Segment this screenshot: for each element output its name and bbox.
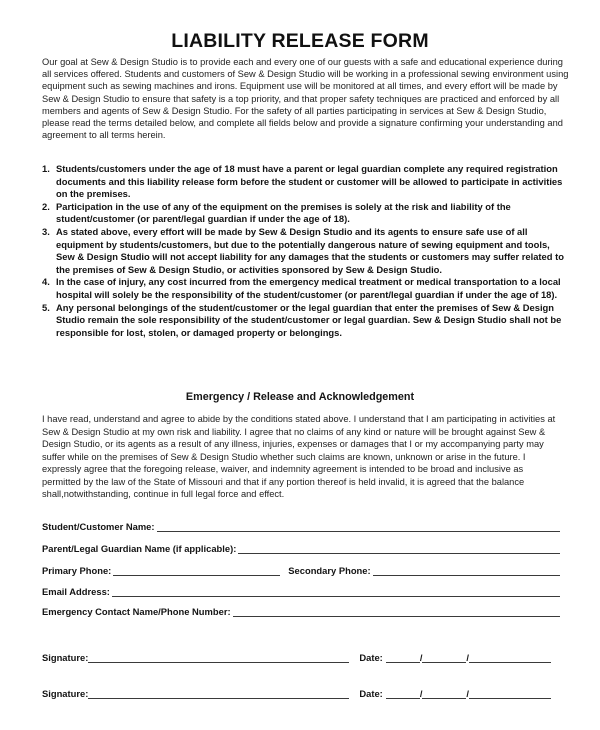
list-item-number: 5. [42, 301, 50, 313]
signature-label: Signature: [42, 652, 89, 663]
date-day-field[interactable] [419, 652, 466, 663]
list-item-text: In the case of injury, any cost incurred from the emergency medical treatment or medical transportation to a local hospital will solely be the responsibility of the student/customer (or parent/legal guardian if under the age of 18). [56, 276, 561, 300]
date-label: Date: [359, 652, 383, 663]
date-separator: / [466, 652, 470, 663]
guardian-name-row [42, 541, 560, 554]
date-month-field[interactable] [386, 653, 420, 663]
signature-row [42, 686, 560, 699]
terms-list [42, 163, 564, 339]
list-item-text: As stated above, every effort will be made by Sew & Design Studio and its agents to ensure safe use of all equipment by students/customers, but due to the potentially dangerous nature of sewing equipment and tools, Sew & Design Studio will not accept liability for any damages that the students or customers may suffer related to the premises of Sew & Design Studio, or activities sponsored by Sew & Design Studio. [56, 225, 564, 275]
secondary-phone-field[interactable] [373, 566, 560, 576]
date-year-field[interactable] [469, 689, 551, 699]
guardian-name-label: Parent/Legal Guardian Name (if applicable): [42, 543, 237, 554]
date-month-field[interactable] [386, 689, 420, 699]
primary-phone-field[interactable] [113, 566, 280, 576]
date-separator: / [466, 688, 470, 699]
signature-field[interactable] [88, 653, 349, 663]
primary-phone-label: Primary Phone: [42, 565, 112, 576]
form-title: LIABILITY RELEASE FORM [171, 30, 429, 52]
list-item-number: 2. [42, 200, 50, 212]
list-item-number: 3. [42, 225, 50, 237]
list-item-number: 4. [42, 276, 50, 288]
student-name-label: Student/Customer Name: [42, 521, 155, 532]
list-item-text: Participation in the use of any of the equipment on the premises is solely at the risk and liability of the student/customer (or parent/legal guardian if under the age of 18). [56, 200, 511, 225]
acknowledgement-paragraph: I have read, understand and agree to abide by the conditions stated above. I understand that I am participating in activities at Sew & Design Studio at my own risk and liability. I agree that no claims of any kind or nature will be brought against Sew & Design Studio, or its agents as a result of any illness, injuries, expenses or damages that I or my accompanying party may suffer while on the premises of Sew & Design Studio whether such claims are known, unknown or arise in the future. I expressly agree that the foregoing release, waiver, and indemnity agreement is intended to be broad and inclusive as permitted by the law of the State of Missouri and that if any portion thereof is held invalid, it is agreed that the balance shall,notwithstanding, continue in full legal force and effect. [42, 414, 556, 499]
list-item-text: Students/customers under the age of 18 must have a parent or legal guardian complete any required registration documents and this liability release form before the student or customer will be allowed to participate in activities on the premises. [56, 163, 563, 200]
emergency-contact-label: Emergency Contact Name/Phone Number: [42, 606, 231, 617]
emergency-contact-row [42, 604, 560, 617]
date-separator: / [419, 652, 423, 663]
list-item [42, 163, 564, 201]
list-item [42, 276, 564, 301]
email-label: Email Address: [42, 586, 110, 597]
email-row [42, 584, 560, 597]
signature-field[interactable] [88, 689, 349, 699]
signature-row [42, 650, 560, 663]
date-day-field[interactable] [419, 688, 466, 699]
student-name-field[interactable] [157, 522, 560, 532]
intro-paragraph: Our goal at Sew & Design Studio is to provide each and every one of our guests with a safe and educational experience during all services offered. Students and customers of Sew & Design Studio will be working in a professional sewing environment using equipment such as sewing machines and irons. Equipment use will be monitored at all times, and every effort will be made by Sew & Design Studio to ensure that safety is a top priority, and that proper safety techniques are practiced and enforced by all members and agents of Sew & Design Studio. For the safety of all parties participating in services at Sew & Design Studio, please read the terms detailed below, and complete all fields below and provide a signature confirming your understanding and agreement to all terms herein. [42, 57, 569, 141]
emergency-contact-field[interactable] [233, 607, 560, 617]
section-heading: Emergency / Release and Acknowledgement [185, 391, 415, 403]
list-item-text: Any personal belongings of the student/customer or the legal guardian that enter the premises of Sew & Design Studio remain the sole responsibility of the student/customer or legal guardian. Sew & Design Studio shall not be responsible for lost, stolen, or damaged property or belongings. [56, 301, 562, 338]
list-item-number: 1. [42, 163, 50, 174]
list-item [42, 201, 564, 226]
date-separator: / [419, 688, 423, 699]
list-item [42, 226, 564, 276]
email-field[interactable] [112, 587, 560, 597]
guardian-name-field[interactable] [238, 544, 560, 554]
date-year-field[interactable] [469, 653, 551, 663]
date-label: Date: [359, 688, 383, 699]
secondary-phone-label: Secondary Phone: [288, 565, 371, 576]
signature-label: Signature: [42, 688, 89, 699]
phone-row [42, 563, 560, 576]
list-item [42, 302, 564, 340]
student-name-row [42, 519, 560, 532]
